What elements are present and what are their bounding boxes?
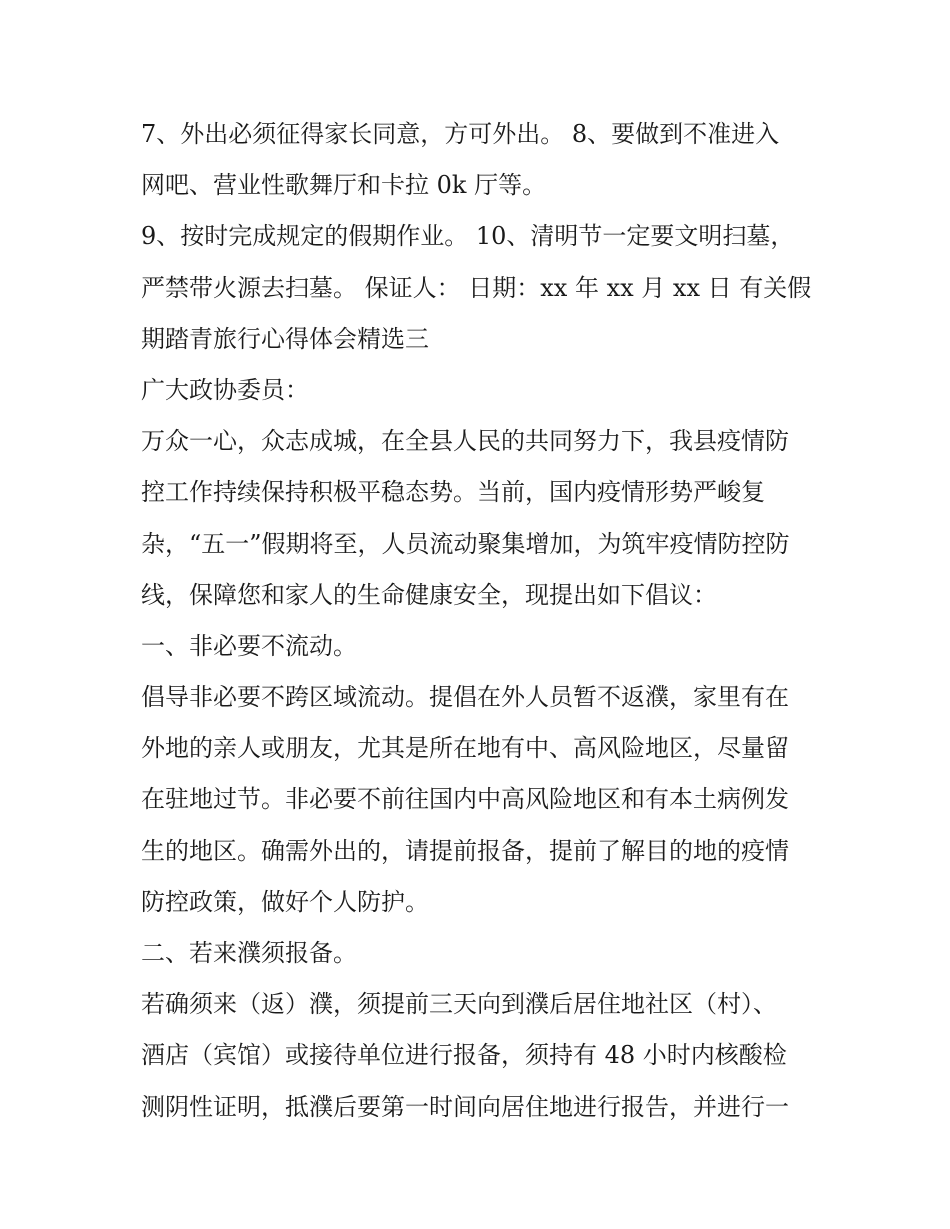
text-line: 生的地区。确需外出的，请提前报备，提前了解目的地的疫情: [141, 836, 789, 865]
heading-2: 二、若来濮须报备。: [141, 939, 357, 967]
text-line: 7、外出必须征得家长同意，方可外出。 8、要做到不准进入: [141, 120, 780, 148]
salutation: 广大政协委员：: [141, 375, 309, 404]
text-line: 严禁带火源去扫墓。 保证人： 日期：xx 年 xx 月 xx 日 有关假: [141, 273, 812, 302]
heading-1: 一、非必要不流动。: [141, 631, 357, 660]
text-line: 杂，“五一”假期将至，人员流动聚集增加，为筑牢疫情防控防: [141, 529, 790, 558]
text-line: 在驻地过节。非必要不前往国内中高风险地区和有本土病例发: [141, 785, 789, 814]
text-line: 控工作持续保持积极平稳态势。当前，国内疫情形势严峻复: [141, 478, 765, 507]
text-line: 测阴性证明，抵濮后要第一时间向居住地进行报告，并进行一: [141, 1092, 789, 1121]
text-line: 若确须来（返）濮，须提前三天向到濮后居住地社区（村）、: [141, 990, 777, 1019]
text-line: 万众一心，众志成城，在全县人民的共同努力下，我县疫情防: [141, 427, 789, 456]
text-line: 酒店（宾馆）或接待单位进行报备，须持有 48 小时内核酸检: [141, 1041, 787, 1070]
text-line: 9、按时完成规定的假期作业。 10、清明节一定要文明扫墓，: [141, 222, 795, 251]
document-body: [141, 109, 821, 1133]
text-line: 外地的亲人或朋友，尤其是所在地有中、高风险地区，尽量留: [141, 734, 789, 763]
text-line: 防控政策，做好个人防护。: [141, 887, 429, 916]
text-line: 网吧、营业性歌舞厅和卡拉 0k 厅等。: [141, 171, 547, 200]
text-line: 倡导非必要不跨区域流动。提倡在外人员暂不返濮，家里有在: [141, 683, 789, 712]
section-title: 期踏青旅行心得体会精选三: [141, 324, 429, 353]
text-line: 线，保障您和家人的生命健康安全，现提出如下倡议：: [141, 580, 717, 609]
